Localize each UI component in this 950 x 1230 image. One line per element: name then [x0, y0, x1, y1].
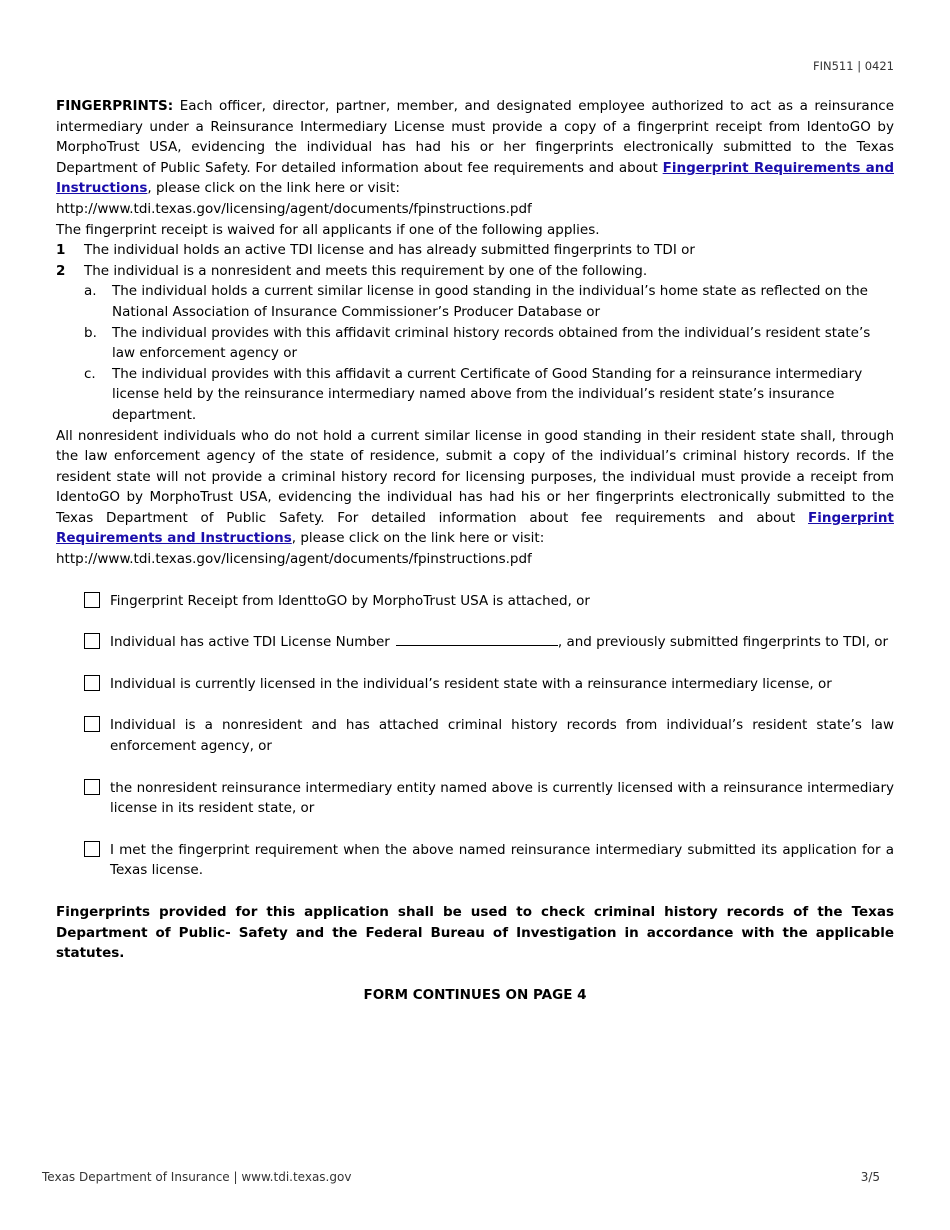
lettered-item: [56, 323, 894, 364]
criminal-records-notice: Fingerprints provided for this application shall be used to check criminal history records of the Texas Department of Public- Safety and the Federal Bureau of Investigation in accordance with the applicable statutes.: [56, 904, 894, 962]
license-label-before: Individual has active TDI License Number: [110, 634, 390, 651]
item-letter: b.: [84, 324, 97, 341]
checkbox-option: [84, 715, 894, 756]
checkbox-label: [110, 632, 894, 653]
numbered-item: [56, 261, 894, 282]
intro-text: Each officer, director, partner, member, and designated employee authorized to act as a reinsurance intermediary under a Reinsurance Intermediary License must provide a copy of a fingerprint receipt from IdentoGO by MorphoTrust USA, evidencing the individual has had his or her fingerprints electronically submitted to the Texas Department of Public Safety. For detailed information about fee requirements and about: [56, 98, 894, 176]
license-number-field[interactable]: [396, 632, 558, 646]
checkbox-label: Individual is a nonresident and has attached criminal history records from individual’s resident state’s law enforcement agency, or: [110, 717, 894, 755]
lettered-item: [56, 364, 894, 426]
fingerprints-heading: FINGERPRINTS:: [56, 98, 174, 114]
checkbox-option: [84, 778, 894, 819]
checkbox-option: [84, 591, 894, 612]
checkbox-label: Fingerprint Receipt from IdenttoGO by MorphoTrust USA is attached, or: [110, 592, 590, 609]
numbered-item: [56, 240, 894, 261]
active-license-checkbox[interactable]: [84, 633, 100, 649]
checkbox-option: [84, 632, 894, 653]
item-text: The individual holds a current similar license in good standing in the individual’s home state as reflected on the National Association of Insurance Commissioner’s Producer Database or: [112, 283, 868, 320]
checkbox-label: I met the fingerprint requirement when the above named reinsurance intermediary submitted its application for a Texas license.: [110, 841, 894, 879]
checkbox-label: the nonresident reinsurance intermediary entity named above is currently licensed with a reinsurance intermediary license in its resident state, or: [110, 779, 894, 817]
item-text: The individual provides with this affidavit criminal history records obtained from the individual’s resident state’s law enforcement agency or: [112, 324, 871, 362]
fingerprints-intro: [56, 96, 894, 199]
requirement-met-checkbox[interactable]: [84, 841, 100, 857]
item-letter: a.: [84, 283, 97, 300]
checkbox-option: [84, 840, 894, 881]
item-text: The individual holds an active TDI license and has already submitted fingerprints to TDI or: [84, 242, 695, 259]
nonresident-url: http://www.tdi.texas.gov/licensing/agent/documents/fpinstructions.pdf: [56, 551, 532, 568]
form-content: [56, 96, 894, 1005]
item-text: The individual is a nonresident and meets this requirement by one of the following.: [84, 262, 648, 279]
form-code: FIN511 | 0421: [812, 59, 894, 73]
lettered-item: [56, 281, 894, 322]
fingerprint-requirements-link[interactable]: Fingerprint Requirements and Instructions: [56, 159, 895, 197]
checkbox-label: Individual is currently licensed in the individual’s resident state with a reinsurance intermediary license, or: [110, 675, 832, 692]
resident-state-license-checkbox[interactable]: [84, 675, 100, 691]
waiver-text: The fingerprint receipt is waived for all applicants if one of the following applies.: [56, 221, 600, 238]
checkbox-list: [56, 591, 894, 881]
item-number: 1: [56, 242, 66, 259]
nonresident-text-after: , please click on the link here or visit:: [291, 530, 545, 547]
item-letter: c.: [84, 365, 96, 382]
nonresident-text: All nonresident individuals who do not hold a current similar license in good standing in their resident state shall, through the law enforcement agency of the state of residence, submit a copy of the individual’s criminal history records. If the resident state will not provide a criminal history record for licensing purposes, the individual must provide a receipt from IdentoGO by MorphoTrust USA, evidencing the individual has had his or her fingerprints electronically submitted to the Texas Department of Public Safety. For detailed information about fee requirements and about: [56, 427, 894, 526]
nonresident-paragraph: [56, 426, 894, 550]
item-number: 2: [56, 262, 66, 279]
fingerprint-requirements-link-2[interactable]: Fingerprint Requirements and Instructions: [56, 509, 894, 547]
footer-agency: Texas Department of Insurance | www.tdi.texas.gov: [42, 1170, 352, 1185]
page-number: 3/5: [860, 1170, 880, 1185]
fingerprint-receipt-checkbox[interactable]: [84, 592, 100, 608]
entity-licensed-checkbox[interactable]: [84, 779, 100, 795]
intro-text-after: , please click on the link here or visit:: [147, 180, 400, 197]
intro-url: http://www.tdi.texas.gov/licensing/agent/documents/fpinstructions.pdf: [56, 200, 532, 217]
license-label-after: , and previously submitted fingerprints to TDI, or: [557, 634, 889, 651]
checkbox-option: [84, 674, 894, 695]
form-continues-notice: FORM CONTINUES ON PAGE 4: [363, 986, 587, 1003]
item-text: The individual provides with this affidavit a current Certificate of Good Standing for a reinsurance intermediary license held by the reinsurance intermediary named above from the individual’s resident state’s insurance department.: [112, 365, 863, 423]
criminal-history-checkbox[interactable]: [84, 716, 100, 732]
